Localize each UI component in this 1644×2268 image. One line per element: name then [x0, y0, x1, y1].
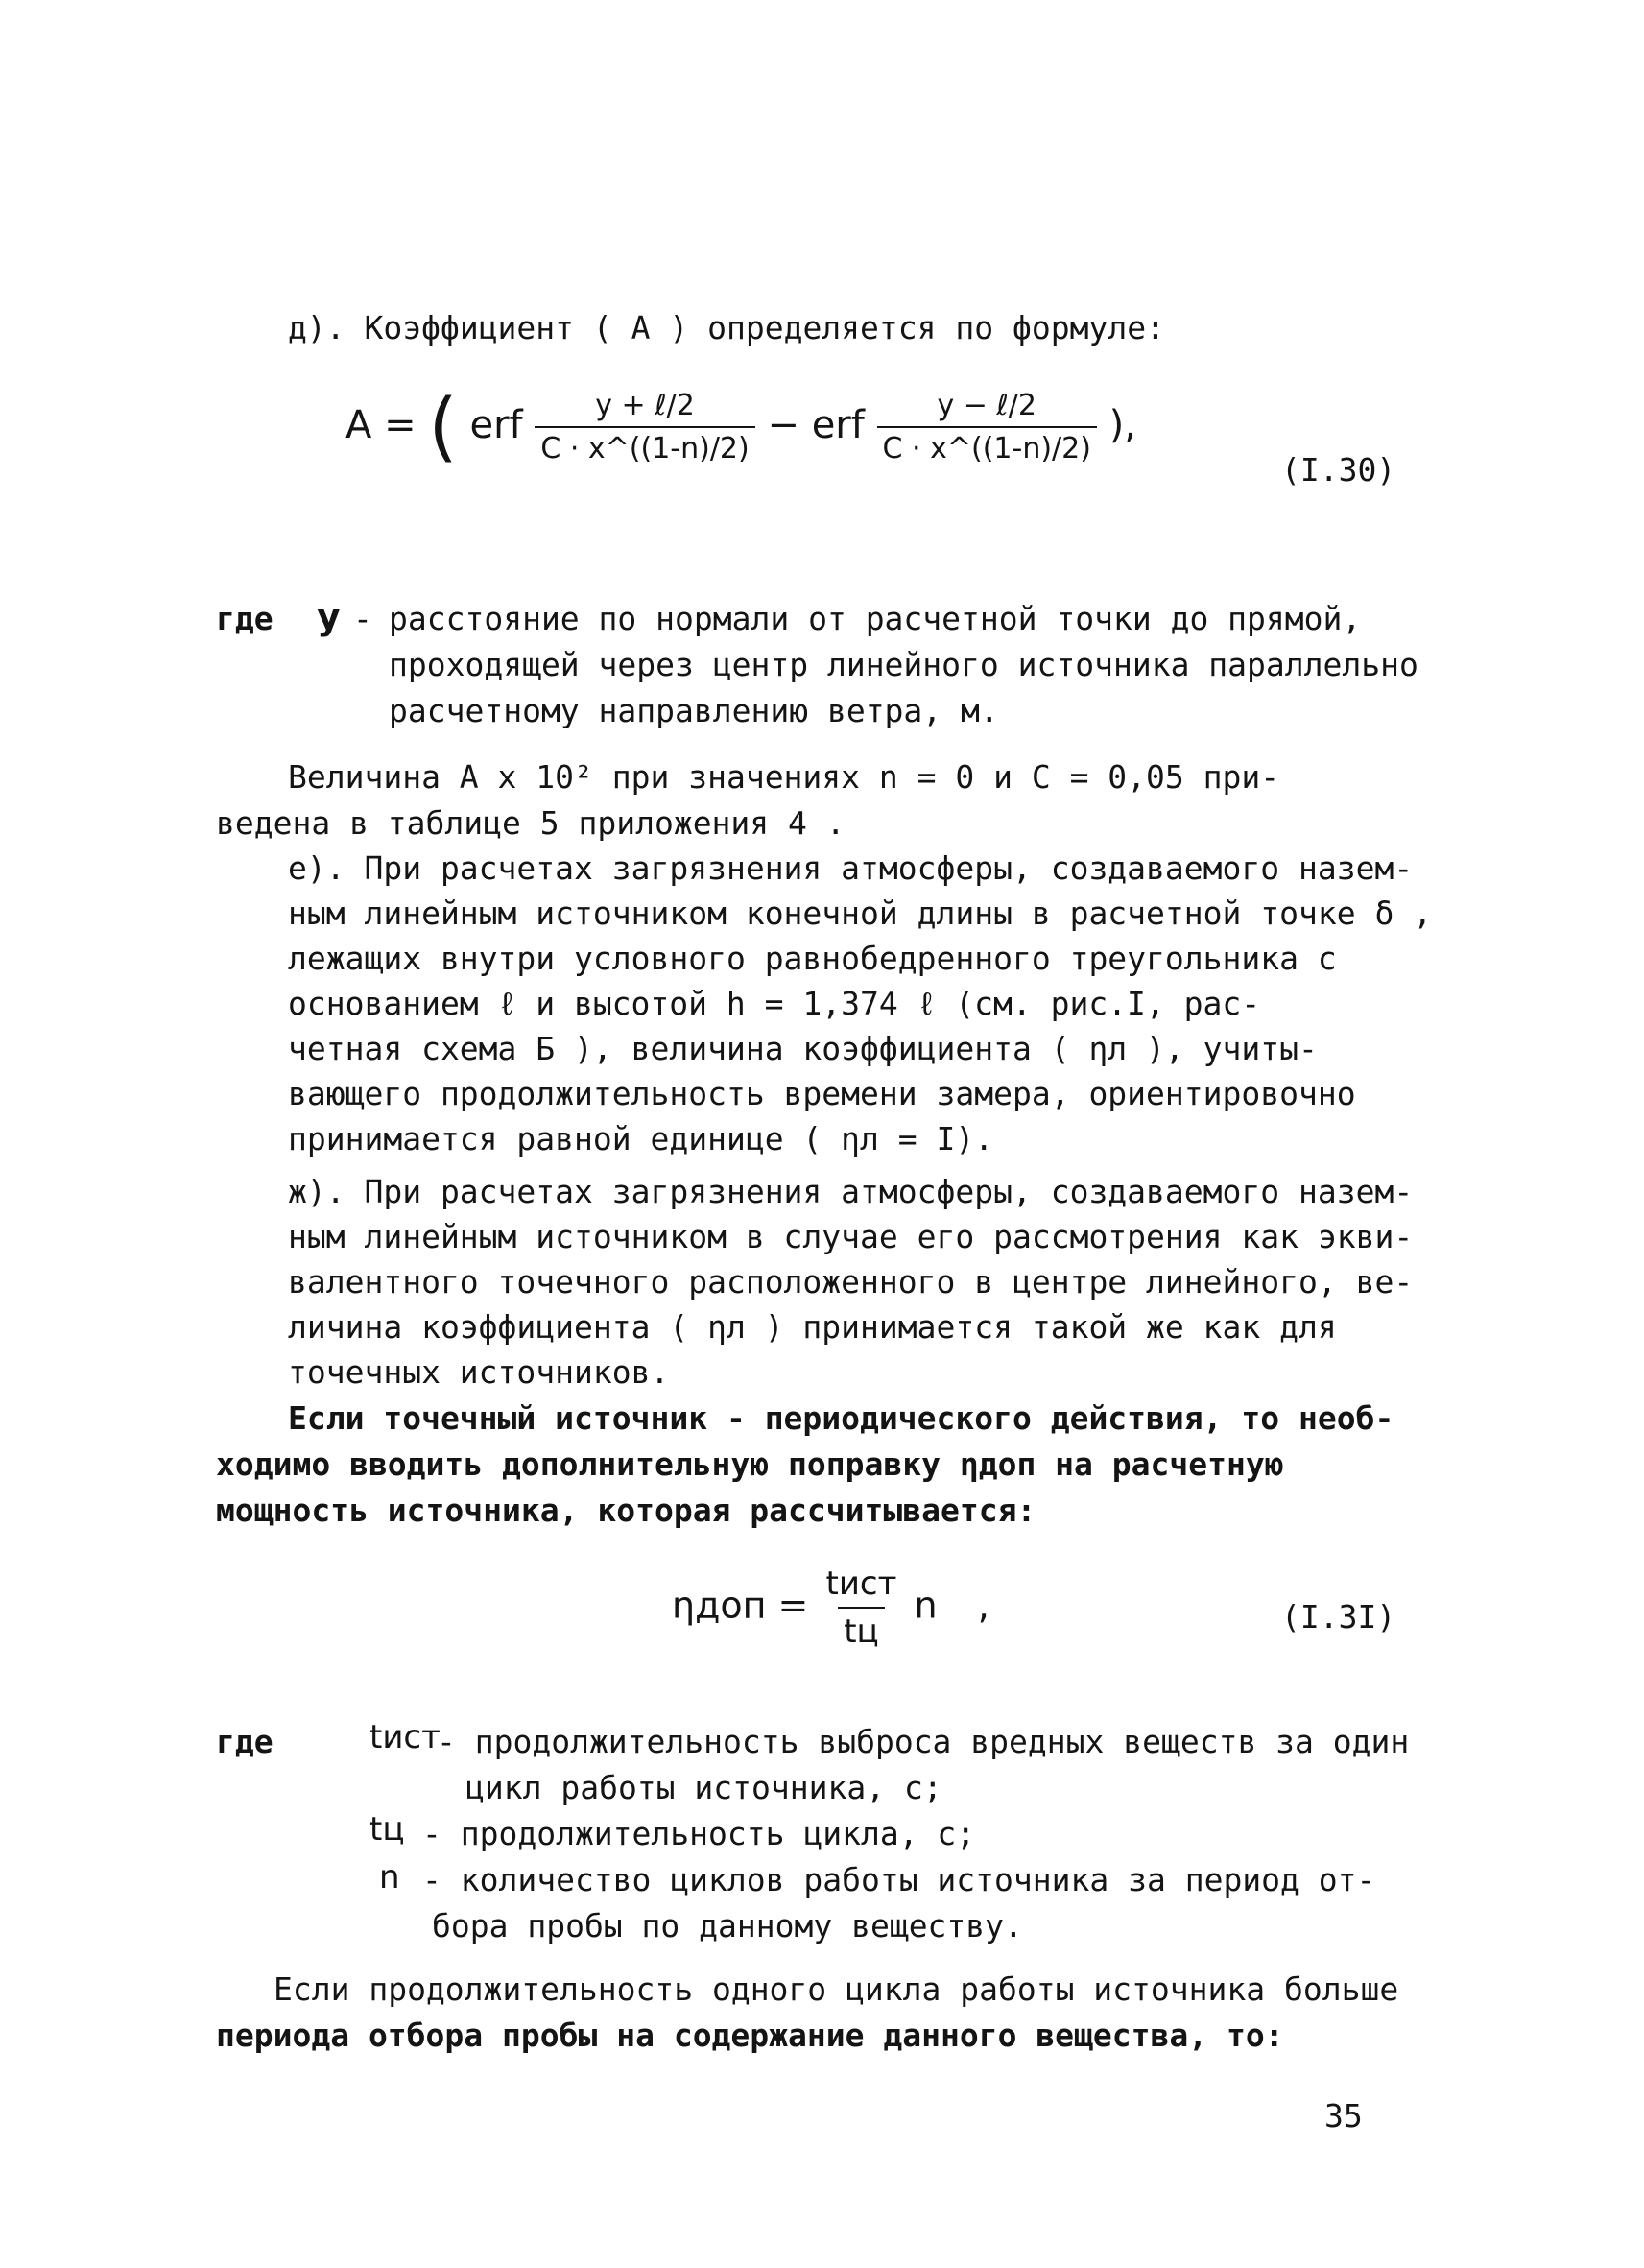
- item-zh-line-3: валентного точечного расположенного в центре линейного, ве-: [288, 1263, 1414, 1301]
- erf-2: erf: [811, 403, 865, 447]
- eta-dop: ηдоп: [672, 1584, 767, 1627]
- value-line-2: ведена в таблице 5 приложения 4 .: [216, 804, 846, 842]
- item-e-line-3: лежащих внутри условного равнобедренного треугольника с: [288, 940, 1337, 977]
- fraction-31-denominator: tц: [838, 1607, 884, 1651]
- formula-tail: ),: [1108, 403, 1136, 447]
- n-line-2: бора пробы по данному веществу.: [432, 1907, 1023, 1945]
- fraction-2-numerator: y − ℓ/2: [937, 389, 1037, 422]
- item-e-line-5: четная схема Б ), величина коэффициента ( ηл ), учиты-: [288, 1030, 1318, 1067]
- fraction-1-numerator: y + ℓ/2: [595, 389, 695, 422]
- n-line-1: - количество циклов работы источника за период от-: [422, 1861, 1376, 1898]
- formula-1-30-number: (I.30): [1281, 451, 1396, 489]
- item-zh-line-4: личина коэффициента ( ηл ) принимается такой же как для: [288, 1308, 1337, 1346]
- formula-1-31-number: (I.3I): [1281, 1598, 1396, 1635]
- item-e-line-6: вающего продолжительность времени замера, ориентировочно: [288, 1075, 1356, 1112]
- formula-1-31: [672, 1564, 989, 1651]
- item-zh-line-1: ж). При расчетах загрязнения атмосферы, создаваемого назем-: [288, 1173, 1414, 1210]
- periodic-line-3: мощность источника, которая рассчитывается:: [216, 1492, 1036, 1529]
- fraction-31-numerator: tист: [825, 1564, 897, 1603]
- page-number: 35: [1324, 2097, 1363, 2135]
- where-y-dash: -: [353, 600, 372, 637]
- value-line-1: Величина A x 10² при значениях n = 0 и C = 0,05 при-: [288, 758, 1280, 796]
- formula-eq: =: [384, 403, 417, 447]
- t-ist-symbol: tист: [369, 1718, 441, 1756]
- t-ist-line-2: цикл работы источника, с;: [465, 1769, 942, 1806]
- item-e-line-1: е). При расчетах загрязнения атмосферы, создаваемого назем-: [288, 849, 1414, 887]
- formula-lhs: A: [345, 403, 372, 447]
- erf-1: erf: [469, 403, 523, 447]
- where-y-line-3: расчетному направлению ветра, м.: [389, 692, 999, 729]
- t-ist-line-1: - продолжительность выброса вредных веществ за один: [437, 1723, 1410, 1760]
- last-line-2: периода отбора пробы на содержание данного вещества, то:: [216, 2017, 1284, 2054]
- item-d-label: д).: [288, 309, 345, 346]
- item-zh-line-5: точечных источников.: [288, 1353, 670, 1391]
- where-y-line-1: расстояние по нормали от расчетной точки до прямой,: [389, 600, 1362, 637]
- item-e-line-4: основанием ℓ и высотой h = 1,374 ℓ (см. рис.I, рас-: [288, 985, 1261, 1022]
- fraction-1-denominator: C · x^((1-n)/2): [535, 426, 754, 466]
- fraction-2-denominator: C · x^((1-n)/2): [877, 426, 1097, 466]
- item-e-line-2: ным линейным источником конечной длины в расчетной точке δ ,: [288, 895, 1433, 932]
- periodic-line-2: ходимо вводить дополнительную поправку ηдоп на расчетную: [216, 1445, 1284, 1483]
- item-d-text: Коэффициент ( A ) определяется по формуле:: [364, 309, 1165, 346]
- formula-1-30: A = ( erf $\frac{\text{y + ℓ/2}}{C \cdot x\^{}((1-n)/2)}$ − erf $\frac{\text{y − ℓ/2}}{C \cdot x\^{}((1-n)/2)}$ ),: [345, 384, 1136, 470]
- y-symbol: y: [317, 595, 341, 637]
- last-line-1: Если продолжительность одного цикла работы источника больше: [274, 1970, 1399, 2008]
- t-c-text: - продолжительность цикла, с;: [422, 1815, 976, 1852]
- item-zh-line-2: ным линейным источником в случае его рассмотрения как экви-: [288, 1218, 1414, 1255]
- formula-31-comma: ,: [977, 1584, 989, 1627]
- periodic-line-1: Если точечный источник - периодического действия, то необ-: [288, 1399, 1394, 1437]
- t-c-symbol: tц: [369, 1810, 405, 1849]
- where-y-line-2: проходящей через центр линейного источника параллельно: [389, 646, 1418, 683]
- formula-31-eq: =: [777, 1584, 809, 1627]
- formula-31-factor: n: [914, 1584, 938, 1627]
- item-e-line-7: принимается равной единице ( ηл = I).: [288, 1120, 994, 1158]
- where-word-2: где: [216, 1723, 274, 1760]
- item-d-heading: [288, 309, 1165, 346]
- n-symbol: n: [379, 1858, 400, 1897]
- where-word-1: где: [216, 600, 274, 637]
- formula-minus: −: [767, 403, 799, 447]
